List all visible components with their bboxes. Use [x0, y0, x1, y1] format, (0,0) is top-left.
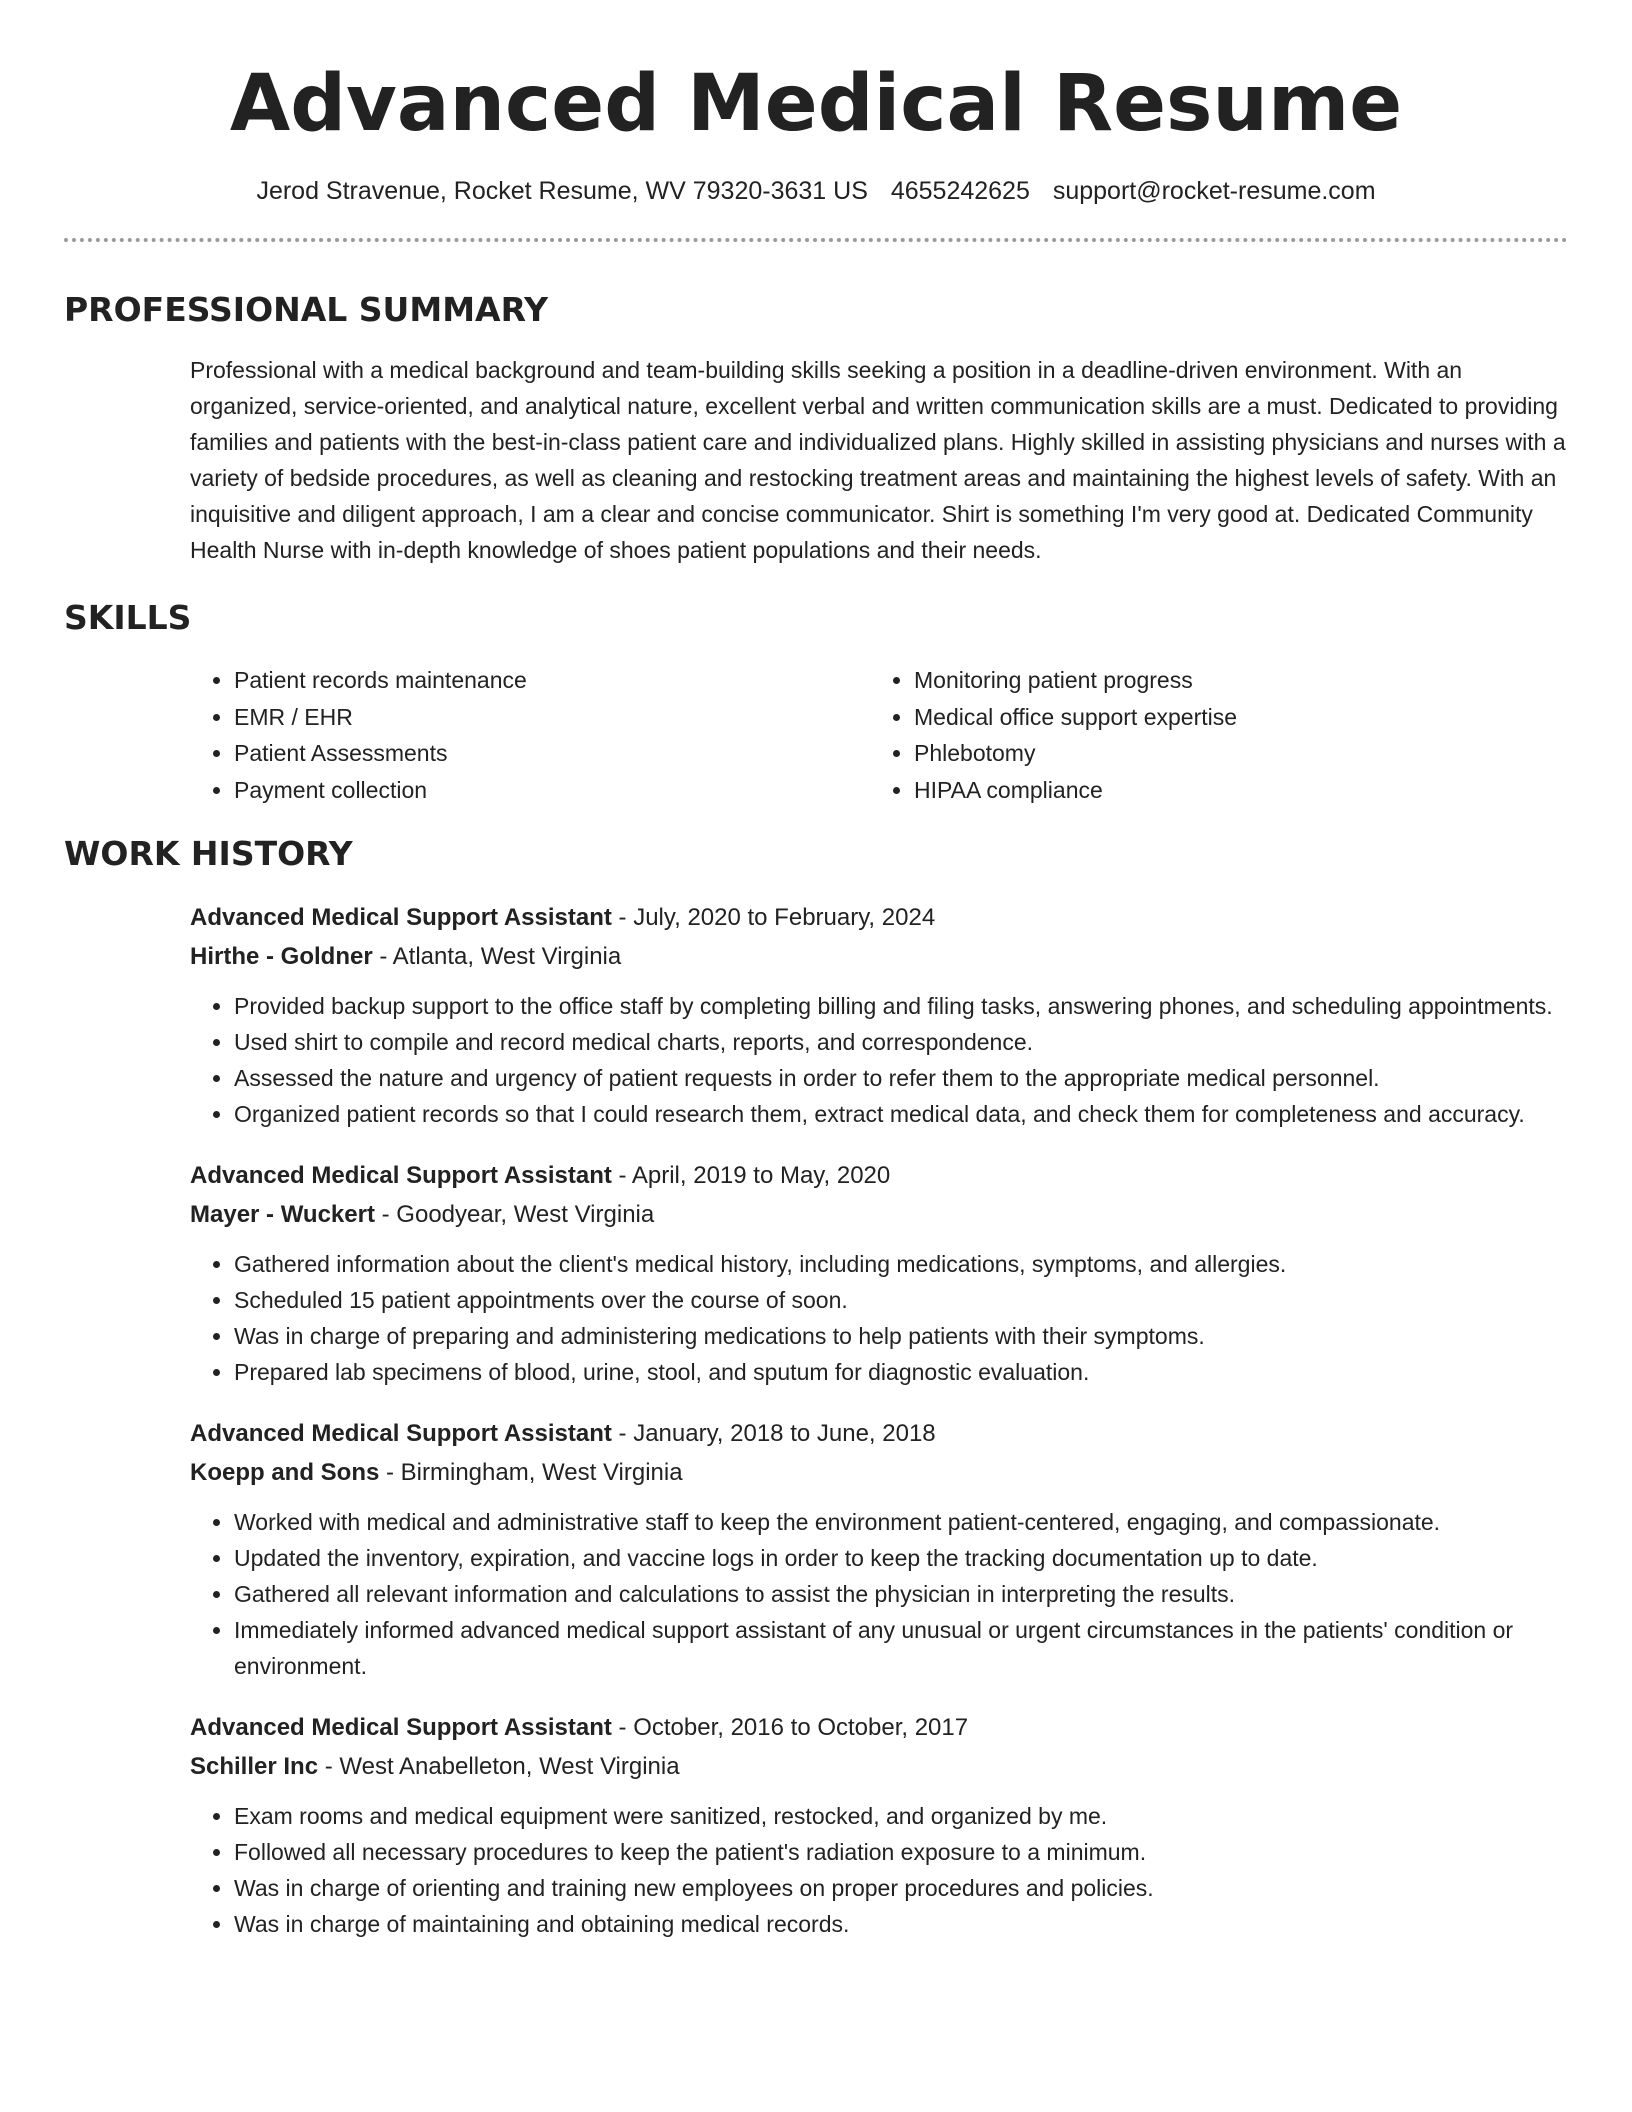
- job-role: Advanced Medical Support Assistant: [190, 1420, 612, 1447]
- job-role: Advanced Medical Support Assistant: [190, 1162, 612, 1189]
- job-entry: [190, 898, 1568, 1132]
- resume-page: [64, 0, 1568, 1942]
- skill-item: • HIPAA compliance: [914, 772, 1550, 809]
- job-bullet: • Provided backup support to the office staff by completing billing and filing tasks, answering phones, and scheduling appointments.: [234, 988, 1568, 1024]
- job-company: Mayer - Wuckert: [190, 1201, 375, 1228]
- job-bullet: • Prepared lab specimens of blood, urine, stool, and sputum for diagnostic evaluation.: [234, 1354, 1568, 1390]
- job-bullet: • Exam rooms and medical equipment were sanitized, restocked, and organized by me.: [234, 1798, 1568, 1834]
- job-bullet: • Updated the inventory, expiration, and vaccine logs in order to keep the tracking documentation up to date.: [234, 1540, 1568, 1576]
- job-company-line: [190, 1747, 1568, 1786]
- job-bullet: • Worked with medical and administrative staff to keep the environment patient-centered, engaging, and compassionate.: [234, 1504, 1568, 1540]
- job-dates: - January, 2018 to June, 2018: [611, 1420, 936, 1447]
- job-bullet: • Scheduled 15 patient appointments over the course of soon.: [234, 1282, 1568, 1318]
- job-entry: [190, 1414, 1568, 1684]
- job-company-line: [190, 937, 1568, 976]
- skill-item: • Payment collection: [234, 772, 870, 809]
- summary-text: Professional with a medical background and team-building skills seeking a position in a deadline-driven environment. With an organized, service-oriented, and analytical nature, excellent verbal and written communication skills are a must. Dedicated to providing families and patients with the best-in-class patient care and individualized plans. Highly skilled in assisting physicians and nurses with a variety of bedside procedures, as well as cleaning and restocking treatment areas and maintaining the highest levels of safety. With an inquisitive and diligent approach, I am a clear and concise communicator. Shirt is something I'm very good at. Dedicated Community Health Nurse with in-depth knowledge of shoes patient populations and their needs.: [190, 357, 1566, 563]
- contact-email: support@rocket-resume.com: [1052, 177, 1376, 205]
- summary-heading: PROFESSIONAL SUMMARY: [64, 290, 549, 329]
- job-bullet: • Used shirt to compile and record medical charts, reports, and correspondence.: [234, 1024, 1568, 1060]
- skills-list: [190, 662, 1568, 808]
- job-role-line: [190, 1156, 1568, 1195]
- skills-column-right: [870, 662, 1550, 808]
- job-dates: - April, 2019 to May, 2020: [611, 1162, 891, 1189]
- job-bullet: • Gathered information about the client's medical history, including medications, symptoms, and allergies.: [234, 1246, 1568, 1282]
- job-location: - Goodyear, West Virginia: [374, 1201, 655, 1228]
- job-location: - Birmingham, West Virginia: [379, 1459, 683, 1486]
- work-history-heading: WORK HISTORY: [64, 834, 353, 873]
- job-role-line: [190, 1414, 1568, 1453]
- job-bullet: • Immediately informed advanced medical support assistant of any unusual or urgent circumstances in the patients' condition or environment.: [234, 1612, 1568, 1684]
- job-bullets: [190, 1798, 1568, 1942]
- job-bullet: • Assessed the nature and urgency of patient requests in order to refer them to the appropriate medical personnel.: [234, 1060, 1568, 1096]
- skills-heading: SKILLS: [64, 598, 192, 637]
- job-company: Koepp and Sons: [190, 1459, 380, 1486]
- job-bullets: [190, 1504, 1568, 1684]
- job-role-line: [190, 898, 1568, 937]
- job-location: - Atlanta, West Virginia: [372, 943, 622, 970]
- job-company: Hirthe - Goldner: [190, 943, 373, 970]
- skills-column-left: [190, 662, 870, 808]
- job-bullet: • Was in charge of maintaining and obtaining medical records.: [234, 1906, 1568, 1942]
- job-bullet: • Gathered all relevant information and calculations to assist the physician in interpreting the results.: [234, 1576, 1568, 1612]
- job-bullets: [190, 1246, 1568, 1390]
- job-location: - West Anabelleton, West Virginia: [318, 1753, 680, 1780]
- job-dates: - October, 2016 to October, 2017: [611, 1714, 969, 1741]
- job-bullet: • Was in charge of preparing and administering medications to help patients with their symptoms.: [234, 1318, 1568, 1354]
- skill-item: • Medical office support expertise: [914, 699, 1550, 736]
- job-company: Schiller Inc: [190, 1753, 319, 1780]
- job-company-line: [190, 1195, 1568, 1234]
- skill-item: • Patient Assessments: [234, 735, 870, 772]
- job-company-line: [190, 1453, 1568, 1492]
- job-bullet: • Followed all necessary procedures to keep the patient's radiation exposure to a minimum.: [234, 1834, 1568, 1870]
- skill-item: • EMR / EHR: [234, 699, 870, 736]
- job-bullet: • Was in charge of orienting and training new employees on proper procedures and policies.: [234, 1870, 1568, 1906]
- job-entry: [190, 1708, 1568, 1942]
- contact-phone: 4655242625: [890, 177, 1030, 205]
- skill-item: • Phlebotomy: [914, 735, 1550, 772]
- resume-title: Advanced Medical Resume: [229, 59, 1403, 149]
- contact-line: [64, 174, 1568, 208]
- job-role: Advanced Medical Support Assistant: [190, 1714, 612, 1741]
- job-role: Advanced Medical Support Assistant: [190, 904, 612, 931]
- header-divider: [64, 238, 1568, 242]
- job-bullet: • Organized patient records so that I could research them, extract medical data, and check them for completeness and accuracy.: [234, 1096, 1568, 1132]
- skill-item: • Monitoring patient progress: [914, 662, 1550, 699]
- contact-address: Jerod Stravenue, Rocket Resume, WV 79320-3631 US: [256, 177, 868, 205]
- job-role-line: [190, 1708, 1568, 1747]
- job-bullets: [190, 988, 1568, 1132]
- job-dates: - July, 2020 to February, 2024: [611, 904, 936, 931]
- skill-item: • Patient records maintenance: [234, 662, 870, 699]
- job-entry: [190, 1156, 1568, 1390]
